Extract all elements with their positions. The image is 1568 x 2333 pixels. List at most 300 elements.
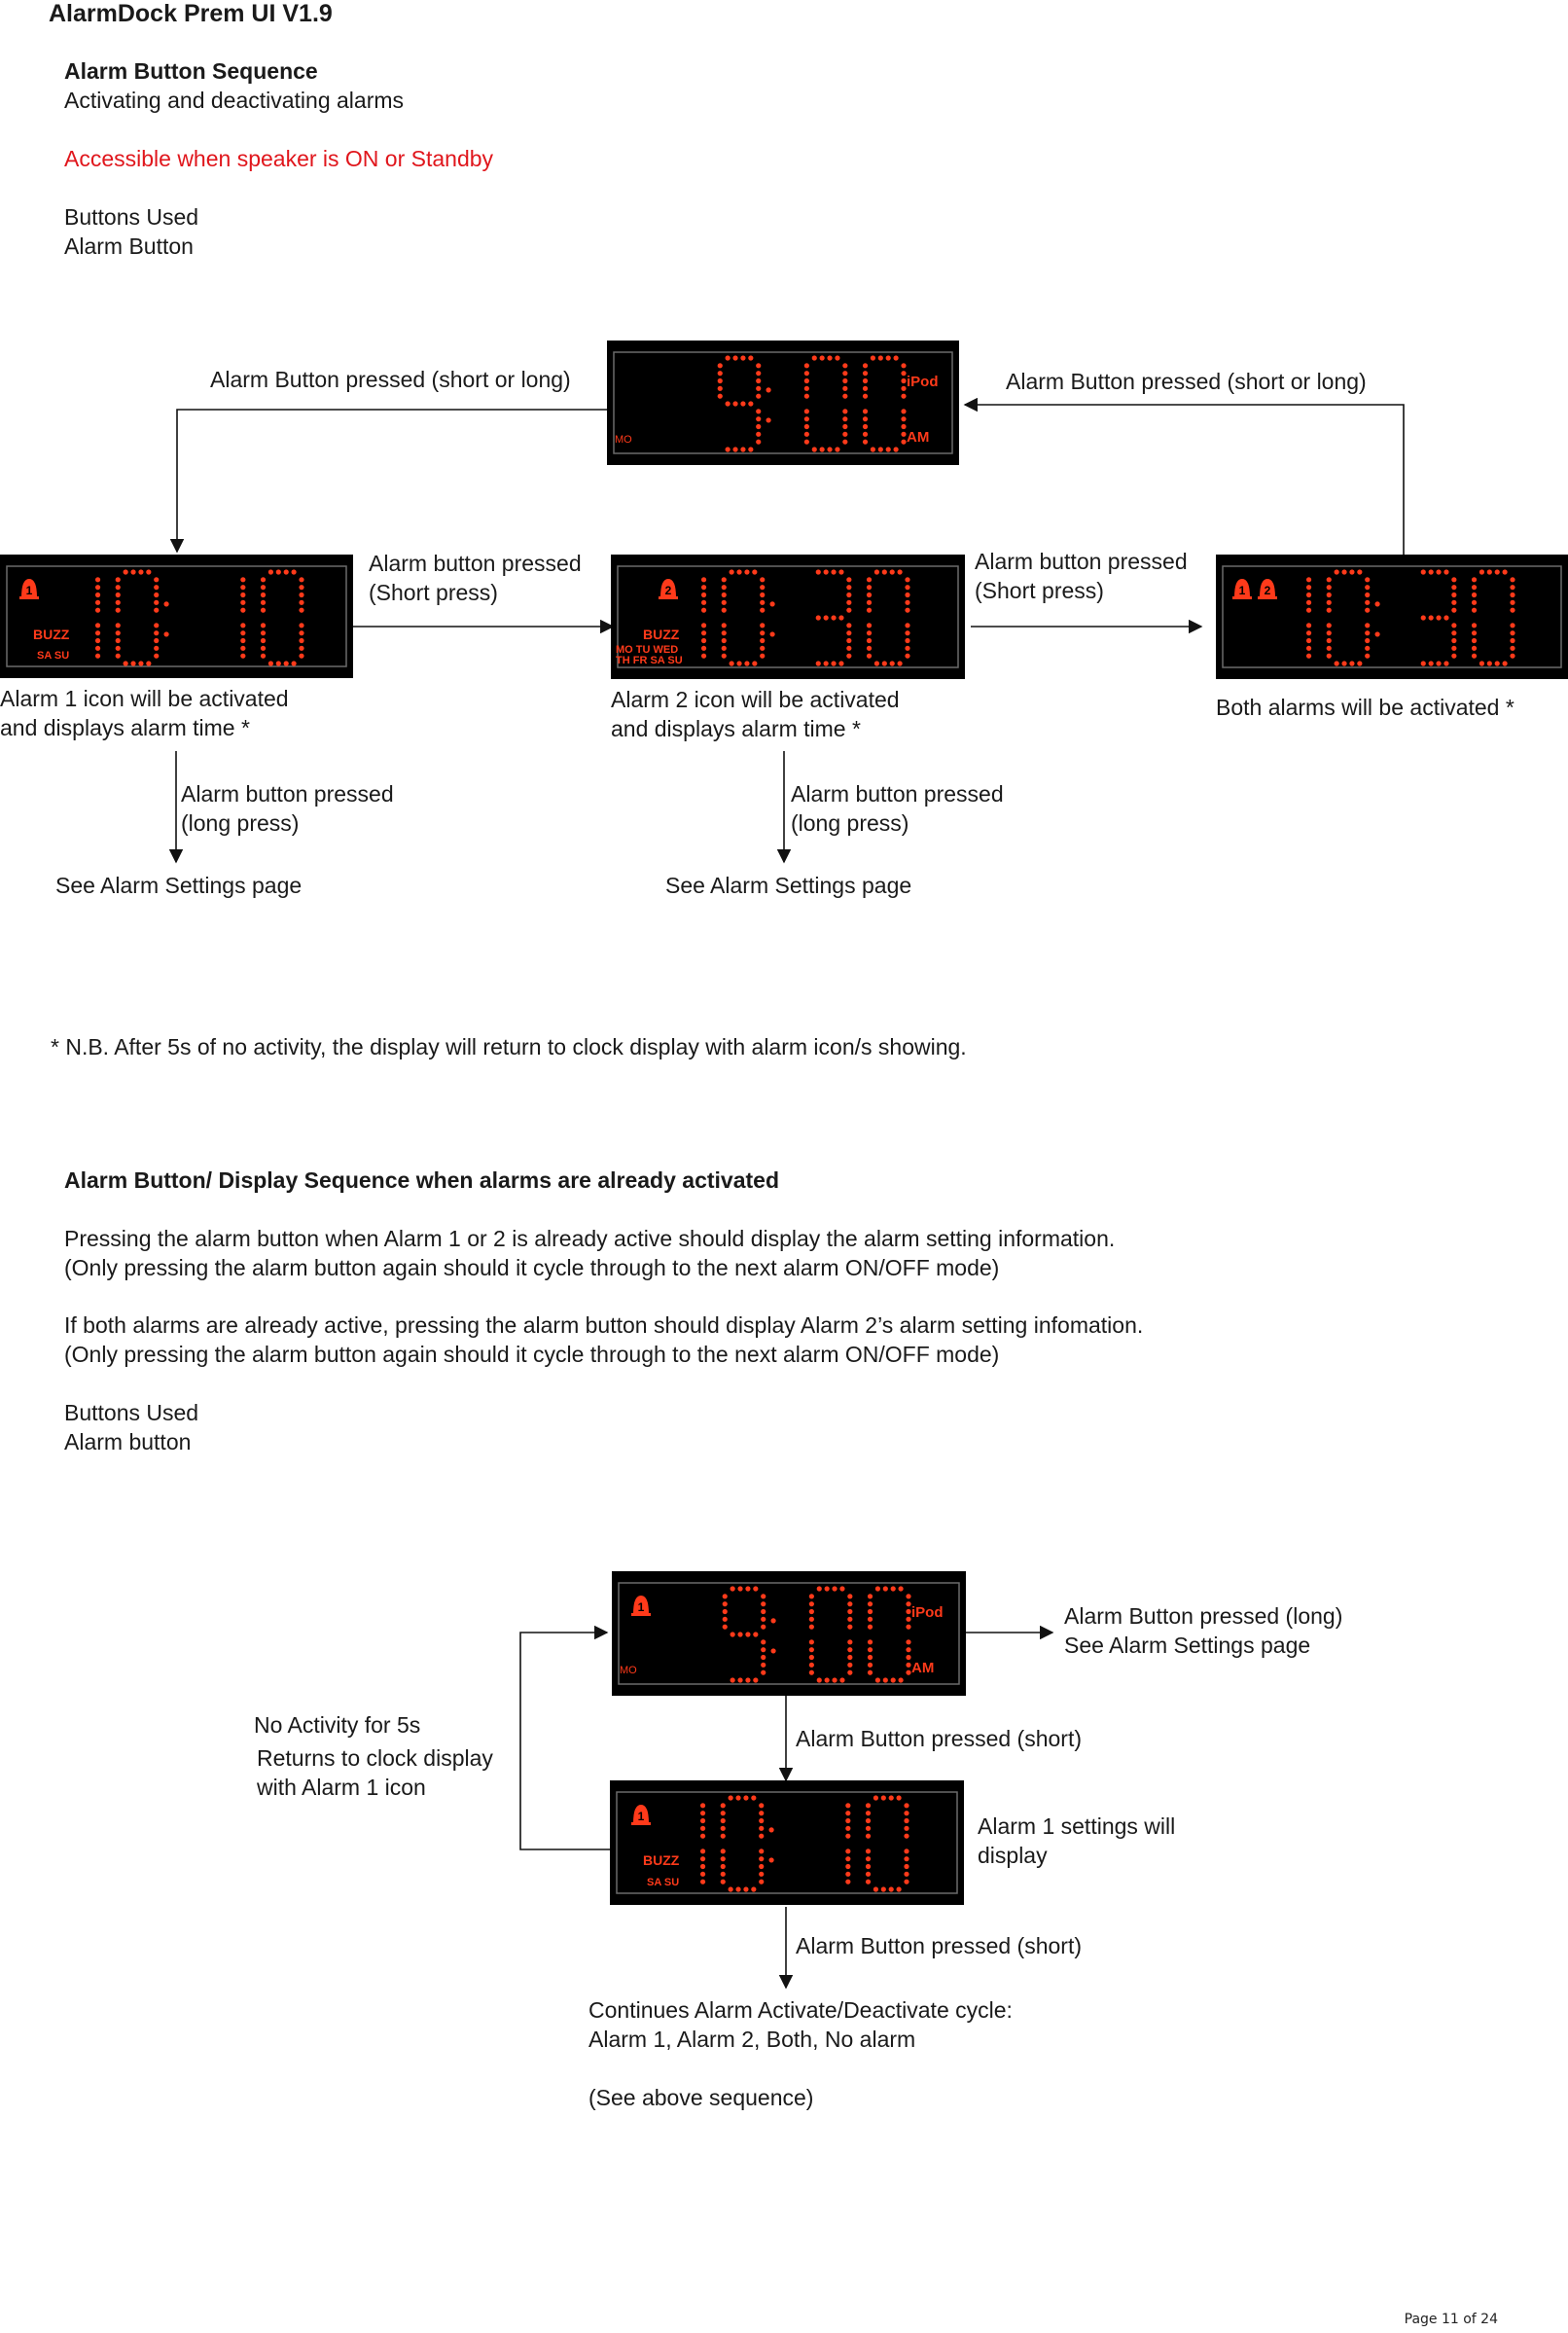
time-digit-dot [867,600,872,605]
time-digit-dot [700,1856,705,1861]
display-clock-bottom [612,1571,966,1696]
time-digit-dot [761,1625,766,1630]
section2-buttons-used-label: Buttons Used [64,1400,199,1425]
time-digit-dot [904,1811,909,1815]
time-digit-dot [905,630,909,635]
time-digit-dot [299,608,303,613]
time-digit-dot [116,646,121,651]
time-digit-dot [868,1594,873,1598]
time-digit-dot [261,630,266,635]
time-digit-dot [874,569,879,574]
time-digit [816,569,852,665]
time-digit-dot [95,585,100,590]
time-digit-dot [154,646,159,651]
time-digit-dot [261,654,266,659]
time-digit-dot [701,592,706,597]
time-digit-dot [721,1872,726,1877]
time-colon [1374,601,1379,606]
time-digit-dot [761,1655,766,1660]
lcd-both-svg [1216,555,1568,679]
time-digit-dot [824,661,829,665]
time-digit-dot [760,592,765,597]
time-digit-dot [756,409,761,413]
time-digit-dot [1327,638,1332,643]
time-digit-dot [744,661,749,665]
time-digit-dot [726,401,731,406]
time-digit-dot [721,1818,726,1823]
days-label: SA SU [37,650,70,662]
arrow-s2-return [520,1633,610,1849]
time-digit-dot [809,1625,814,1630]
status-am: AM [911,1660,935,1676]
time-digit-dot [737,1677,742,1682]
time-digit-dot [838,615,843,620]
time-digit-dot [866,1826,871,1831]
time-digit-dot [804,378,809,383]
bell-icon [659,579,678,599]
time-digit-dot [1472,600,1477,605]
time-digit-dot [1335,661,1339,665]
time-digit-dot [701,654,706,659]
status-ipod: iPod [911,1604,944,1621]
display-clock-top [607,341,959,465]
time-digit-dot [299,638,303,643]
time-digit-dot [721,1880,726,1884]
time-digit-dot [1443,569,1448,574]
time-digit-dot [1306,638,1311,643]
time-digit-dot [847,1655,852,1660]
time-digit-dot [154,577,159,582]
svg-text:1: 1 [25,584,33,597]
time-digit-dot [846,646,851,651]
time-digit-dot [761,1647,766,1652]
time-digit [867,569,910,665]
time-digit-dot [756,432,761,437]
time-digit-dot [816,569,821,574]
time-digit-dot [906,1647,910,1652]
time-digit [868,1586,911,1682]
time-digit-dot [842,416,847,421]
time-digit-dot [732,355,737,360]
time-digit-dot [868,1625,873,1630]
time-digit-dot [820,447,825,451]
time-colon [769,631,774,636]
time-digit-dot [154,630,159,635]
time-digit-dot [721,1856,726,1861]
time-digit-dot [847,1601,852,1606]
time-digit [718,355,762,451]
time-digit-dot [268,569,273,574]
time-digit-dot [1306,577,1311,582]
time-digit-dot [871,355,875,360]
time-digit-dot [901,371,906,376]
time-digit-dot [845,1864,850,1869]
time-digit-dot [760,585,765,590]
label-both: Both alarms will be activated * [1216,695,1515,720]
label-mid-b-1: Alarm button pressed [975,549,1188,574]
time-digit-dot [95,608,100,613]
time-digit-dot [842,432,847,437]
time-digit-dot [901,378,906,383]
time-digit-dot [832,1586,837,1591]
time-digit-dot [723,1609,728,1614]
time-digit-dot [842,440,847,445]
time-digit-dot [867,585,872,590]
svg-text:2: 2 [664,584,672,597]
time-digit-dot [835,355,839,360]
time-digit-dot [1421,661,1426,665]
time-digit-dot [904,1856,909,1861]
time-digit-dot [1306,646,1311,651]
time-digit [804,355,848,451]
time-digit-dot [905,600,909,605]
time-digit-dot [299,585,303,590]
time-digit-dot [1510,608,1515,613]
time-digit-dot [1327,608,1332,613]
time-digit-dot [897,1886,902,1891]
time-digit-dot [760,638,765,643]
time-digit-dot [759,1803,764,1808]
time-digit-dot [760,630,765,635]
time-digit-dot [804,416,809,421]
time-digit-dot [1479,569,1484,574]
time-digit-dot [904,1872,909,1877]
time-digit-dot [863,416,868,421]
time-digit-dot [1365,654,1370,659]
time-digit-dot [1487,569,1492,574]
time-digit-dot [846,592,851,597]
time-digit-dot [718,378,723,383]
time-digit-dot [867,638,872,643]
time-digit-dot [759,1818,764,1823]
time-digit-dot [240,608,245,613]
time-digit-dot [1510,646,1515,651]
time-digit-dot [1451,592,1456,597]
time-digit-dot [701,577,706,582]
time-digit-dot [906,1617,910,1622]
time-digit-dot [838,569,843,574]
section2-p1-line2: (Only pressing the alarm button again should it cycle through to the next alarm ON/OFF mode) [64,1255,1000,1280]
time-digit-dot [906,1639,910,1644]
time-digit-dot [759,1872,764,1877]
time-digit-dot [700,1864,705,1869]
time-digit-dot [842,363,847,368]
time-digit-dot [124,569,128,574]
time-digit-dot [867,623,872,628]
time-digit-dot [154,638,159,643]
time-digit-dot [905,646,909,651]
time-digit-dot [1495,569,1500,574]
time-digit-dot [759,1864,764,1869]
time-digit-dot [731,1632,735,1636]
time-digit-dot [832,1677,837,1682]
time-digit-dot [846,600,851,605]
time-digit-dot [721,1864,726,1869]
time-digit-dot [905,585,909,590]
time-digit-dot [1510,638,1515,643]
time-digit-dot [737,1586,742,1591]
day-label: MO [620,1665,637,1676]
time-digit-dot [276,661,281,665]
button-name: Alarm Button [64,233,194,259]
time-digit-dot [804,440,809,445]
time-digit-dot [847,1670,852,1675]
time-digit-dot [886,355,891,360]
time-digit-dot [871,447,875,451]
time-digit-dot [721,1811,726,1815]
time-digit-dot [890,661,895,665]
time-digit-dot [866,1864,871,1869]
time-digit-dot [1451,654,1456,659]
section2-button-name: Alarm button [64,1429,192,1454]
time-digit-dot [812,447,817,451]
time-digit-dot [722,600,727,605]
time-colon [1374,631,1379,636]
time-digit-dot [845,1834,850,1839]
time-digit-dot [824,569,829,574]
time-digit-dot [759,1880,764,1884]
time-digit-dot [905,654,909,659]
time-digit-dot [906,1609,910,1614]
lcd-alarm2-svg [611,555,965,679]
time-digit-dot [756,394,761,399]
time-digit-dot [759,1848,764,1853]
label-s2-short-2: Alarm Button pressed (short) [796,1933,1083,1958]
time-digit-dot [905,623,909,628]
time-digit-dot [116,592,121,597]
time-digit-dot [726,355,731,360]
time-digit-dot [759,1834,764,1839]
time-digit-dot [863,371,868,376]
time-digit-dot [883,1677,888,1682]
label-cycle-2: Alarm 1, Alarm 2, Both, No alarm [588,2027,916,2052]
time-digit-dot [1421,569,1426,574]
time-digit-dot [1443,615,1448,620]
lcd-inner-border [614,352,952,453]
time-digit-dot [700,1818,705,1823]
time-digit-dot [753,1632,758,1636]
time-digit-dot [1479,661,1484,665]
time-digit-dot [866,1848,871,1853]
time-digit-dot [721,1834,726,1839]
time-digit-dot [761,1663,766,1668]
time-digit-dot [867,646,872,651]
label-top-left: Alarm Button pressed (short or long) [210,367,571,392]
time-digit-dot [845,1818,850,1823]
time-digit-dot [845,1803,850,1808]
time-digit-dot [846,608,851,613]
bell-icon [631,1596,651,1616]
time-digit [845,1803,850,1884]
mode-buzz: BUZZ [643,1852,680,1868]
svg-text:2: 2 [1264,584,1271,597]
time-digit-dot [756,371,761,376]
time-digit-dot [1306,608,1311,613]
time-digit-dot [753,1586,758,1591]
label-mid-a-2: (Short press) [369,580,498,605]
time-digit-dot [897,1795,902,1800]
time-digit-dot [904,1803,909,1808]
time-digit-dot [882,661,887,665]
time-digit-dot [809,1663,814,1668]
time-digit-dot [906,1625,910,1630]
time-digit-dot [1451,585,1456,590]
time-digit-dot [240,585,245,590]
time-digit-dot [756,424,761,429]
time-digit-dot [1327,630,1332,635]
label-long-b-1: Alarm button pressed [791,781,1004,807]
time-digit [1306,577,1311,659]
time-digit-dot [1306,600,1311,605]
time-digit-dot [752,569,757,574]
time-digit-dot [761,1670,766,1675]
time-digit-dot [867,608,872,613]
time-digit-dot [901,440,906,445]
buttons-used-label: Buttons Used [64,204,199,230]
time-digit-dot [1451,646,1456,651]
time-digit-dot [867,592,872,597]
time-digit-dot [701,608,706,613]
time-digit-dot [731,1586,735,1591]
time-colon [163,631,168,636]
time-digit-dot [299,577,303,582]
time-digit-dot [867,577,872,582]
time-digit-dot [1472,630,1477,635]
section1-subtitle: Activating and deactivating alarms [64,88,405,113]
label-returns-1: Returns to clock display [257,1745,493,1771]
day-label: MO [615,434,632,446]
bell-icon [19,579,39,599]
time-digit-dot [299,623,303,628]
time-digit-dot [1365,577,1370,582]
time-digit-dot [817,1586,822,1591]
time-digit-dot [1429,615,1434,620]
time-colon [163,601,168,606]
label-settings-2: display [978,1843,1048,1868]
time-digit-dot [299,654,303,659]
lcd-clock-top-svg [607,341,959,465]
time-digit-dot [809,1594,814,1598]
time-digit-dot [901,424,906,429]
time-digit-dot [867,654,872,659]
time-digit-dot [881,1795,886,1800]
time-digit-dot [816,615,821,620]
time-digit-dot [845,1872,850,1877]
time-digit-dot [842,409,847,413]
time-digit-dot [845,1856,850,1861]
time-digit-dot [1357,661,1362,665]
time-digit [700,1803,705,1884]
time-digit-dot [1451,577,1456,582]
section2-p2-line1: If both alarms are already active, pressing the alarm button should display Alarm 2’s alarm setting infomation. [64,1312,1144,1338]
time-colon [770,1618,775,1623]
time-digit-dot [890,569,895,574]
time-digit-dot [240,592,245,597]
time-digit [722,569,766,665]
bell-icon [1258,579,1277,599]
label-alarm1-2: and displays alarm time * [0,715,250,740]
time-digit-dot [868,1617,873,1622]
time-digit-dot [116,585,121,590]
time-digit-dot [1487,661,1492,665]
label-mid-b-2: (Short press) [975,578,1104,603]
time-digit-dot [863,440,868,445]
time-digit-dot [831,661,836,665]
time-digit-dot [809,1601,814,1606]
time-digit-dot [154,585,159,590]
time-colon [770,1648,775,1653]
time-digit-dot [1365,600,1370,605]
time-digit-dot [804,386,809,391]
time-digit-dot [240,577,245,582]
time-digit-dot [1451,630,1456,635]
time-digit-dot [723,1594,728,1598]
time-digit-dot [875,1586,880,1591]
nb-note: * N.B. After 5s of no activity, the display will return to clock display with alarm icon/s showing. [51,1034,967,1059]
time-digit-dot [905,638,909,643]
time-digit-dot [701,646,706,651]
time-digit-dot [1306,654,1311,659]
time-digit-dot [863,424,868,429]
time-digit-dot [730,661,734,665]
label-long-b-2: (long press) [791,810,909,836]
time-digit-dot [240,646,245,651]
status-am: AM [907,429,930,446]
time-digit-dot [732,401,737,406]
time-digit-dot [261,608,266,613]
time-digit-dot [722,577,727,582]
time-digit [1472,569,1515,665]
time-digit [1421,569,1457,665]
time-digit-dot [873,1886,878,1891]
time-digit-dot [735,1795,740,1800]
time-digit-dot [1472,654,1477,659]
time-digit-dot [847,1663,852,1668]
label-returns-2: with Alarm 1 icon [257,1775,426,1800]
time-digit-dot [906,1601,910,1606]
time-digit-dot [845,1880,850,1884]
arrow-to-clock [965,405,1404,555]
time-digit-dot [866,1834,871,1839]
time-digit-dot [748,401,753,406]
time-digit-dot [866,1872,871,1877]
time-digit-dot [847,1617,852,1622]
label-cycle-3: (See above sequence) [588,2085,814,2110]
time-colon [768,1827,773,1832]
time-digit-dot [1451,600,1456,605]
time-digit-dot [154,623,159,628]
time-digit-dot [731,1677,735,1682]
time-digit [723,1586,766,1682]
time-digit-dot [751,1886,756,1891]
time-digit-dot [723,1601,728,1606]
time-digit-dot [1327,623,1332,628]
time-digit-dot [700,1872,705,1877]
time-digit-dot [839,1677,844,1682]
time-digit-dot [904,1864,909,1869]
time-digit-dot [700,1834,705,1839]
time-digit-dot [299,630,303,635]
time-digit-dot [894,355,899,360]
time-colon [766,387,770,392]
time-digit-dot [835,447,839,451]
time-digit-dot [874,661,879,665]
time-digit-dot [240,638,245,643]
time-digit-dot [261,585,266,590]
time-digit-dot [723,1625,728,1630]
time-digit-dot [759,1826,764,1831]
time-digit-dot [700,1826,705,1831]
